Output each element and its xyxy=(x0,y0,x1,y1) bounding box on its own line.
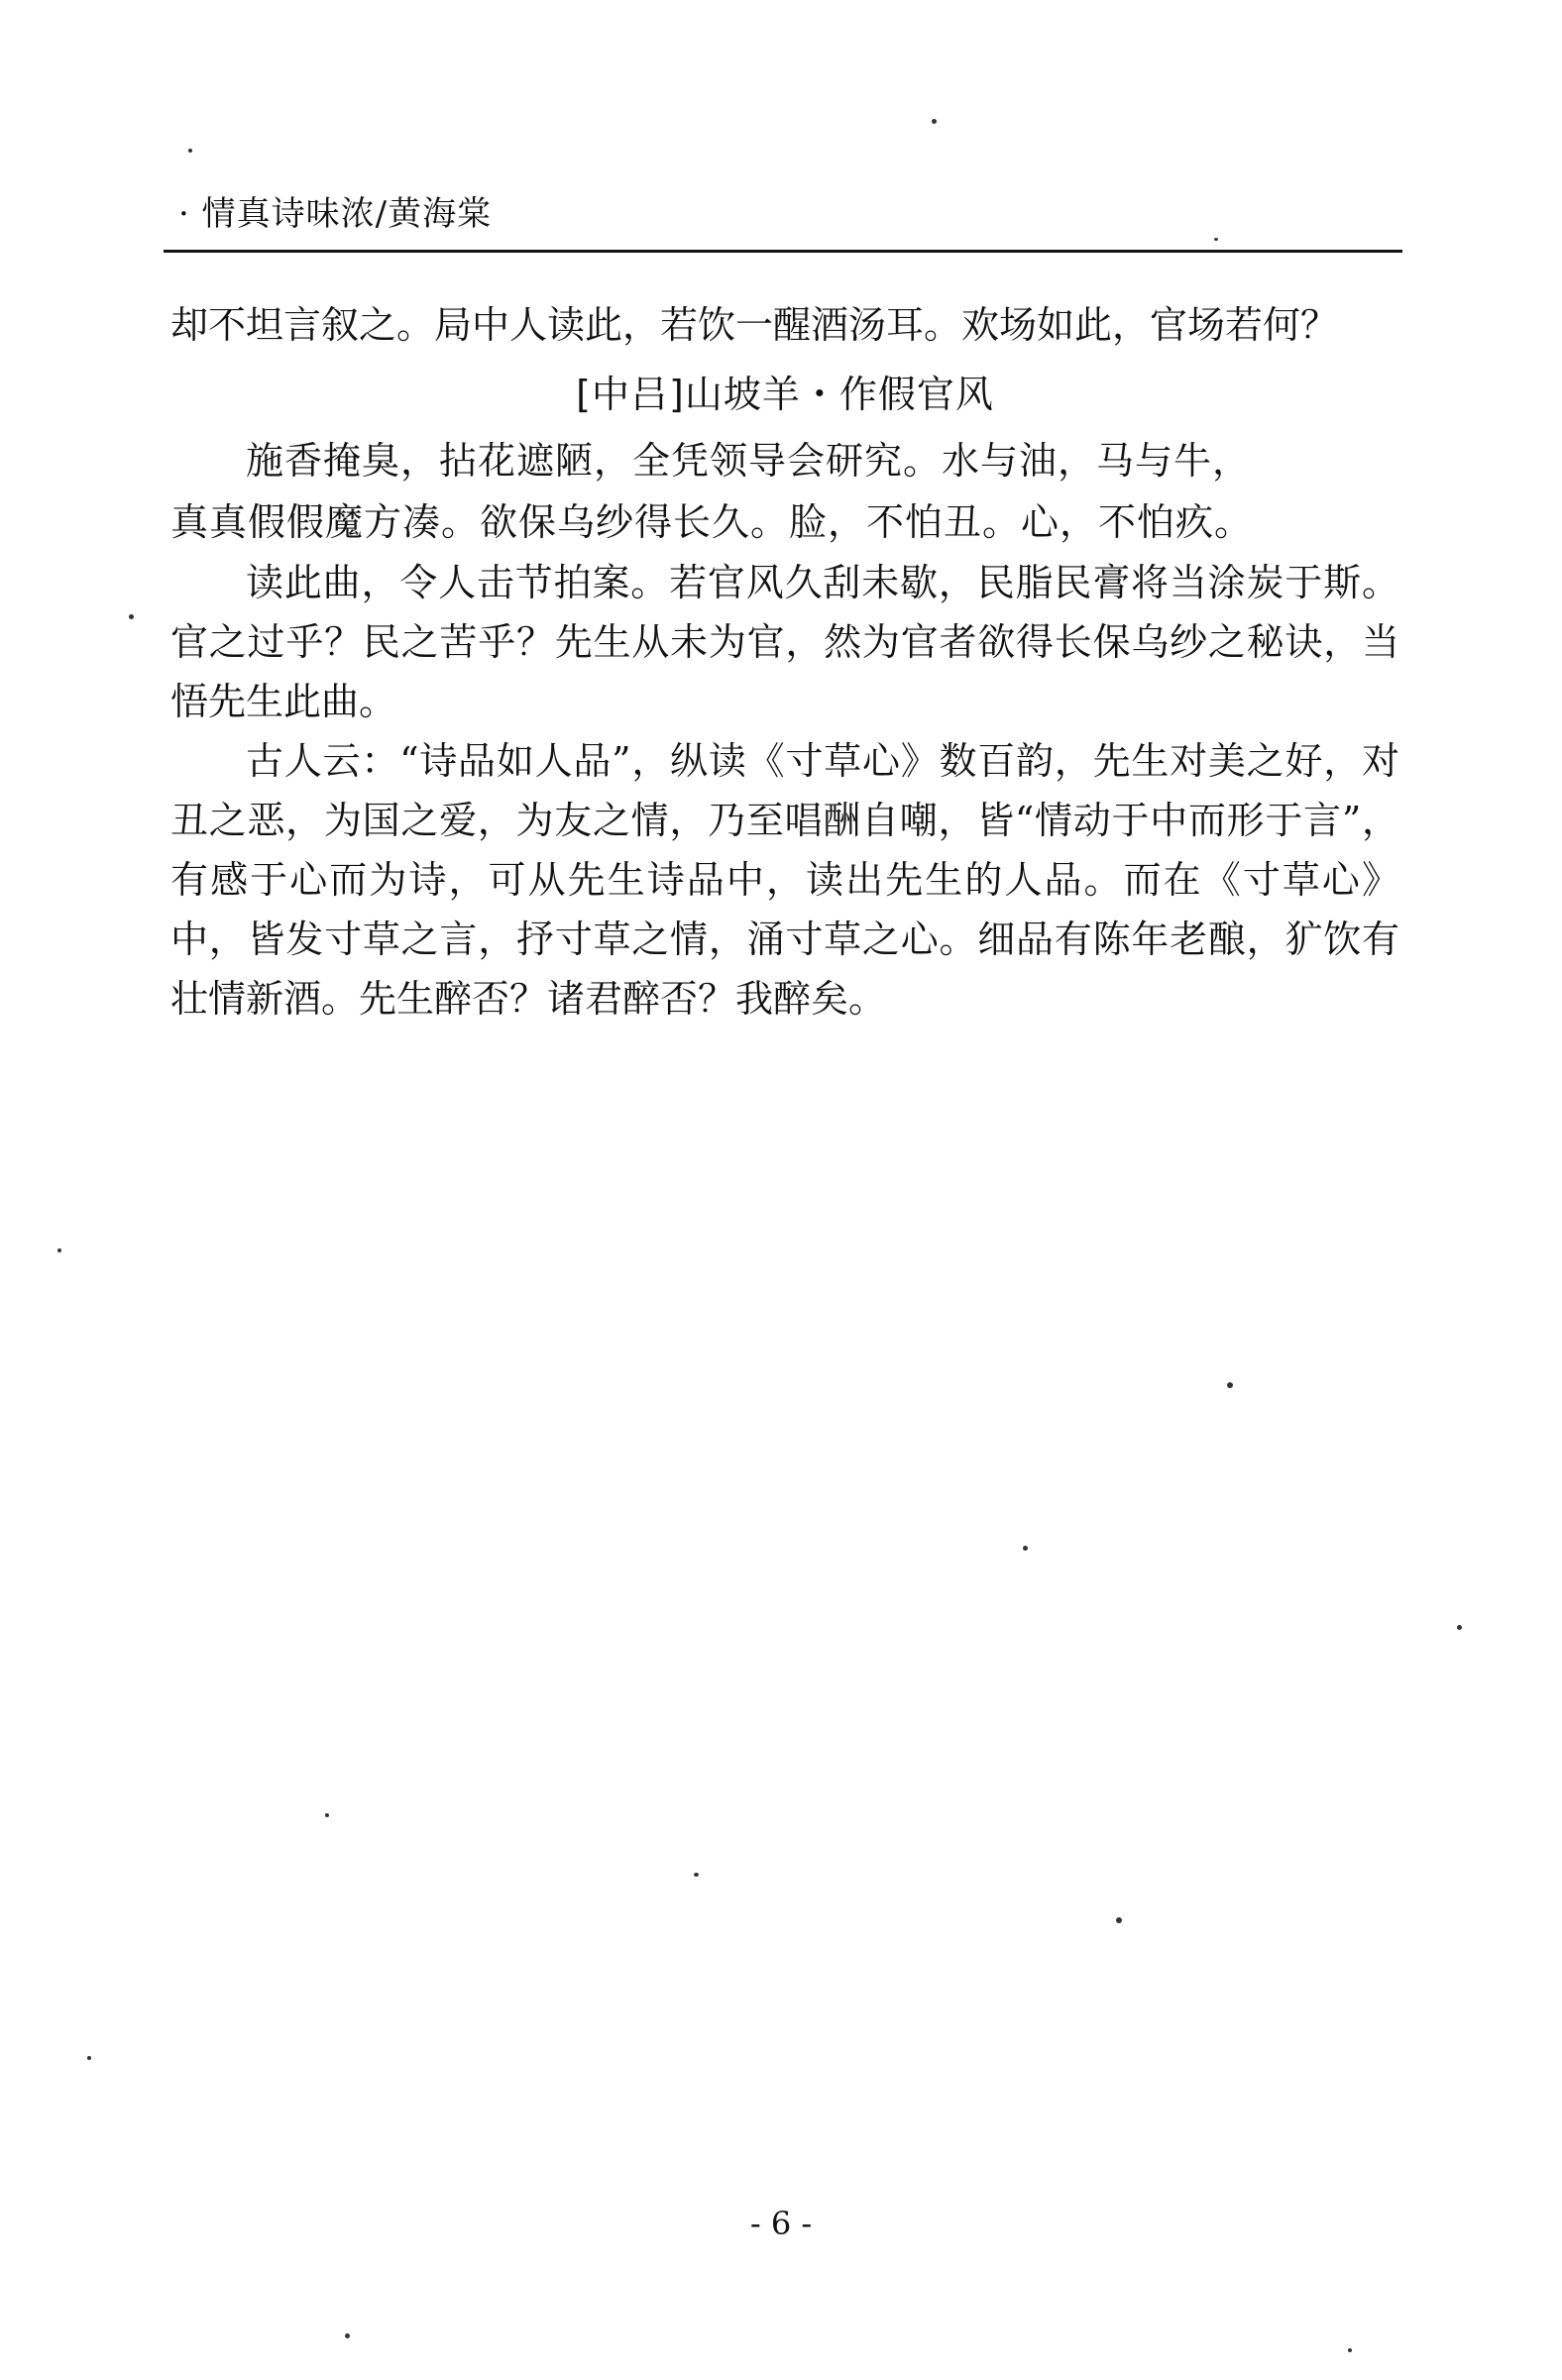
body-text xyxy=(170,295,1399,1028)
scan-speck xyxy=(188,149,192,153)
paragraph-conclusion: 古人云：“诗品如人品”，纵读《寸草心》数百韵，先生对美之好，对丑之恶，为国之爱，为友之情，乃至唱酬自嘲，皆“情动于中而形于言”，有感于心而为诗，可从先生诗品中，读出先生的人品。而在《寸草心》中，皆发寸草之言，抒寸草之情，涌寸草之心。细品有陈年老酿，犷饮有壮情新酒。先生醉否？诸君醉否？我醉矣。 xyxy=(170,739,1399,1021)
scan-speck xyxy=(1214,238,1218,241)
scan-speck xyxy=(1227,1382,1233,1388)
verse-line-2: 真真假假魔方凑。欲保乌纱得长久。脸，不怕丑。心，不怕疚。 xyxy=(170,500,1254,544)
scan-speck xyxy=(932,119,937,124)
scan-speck xyxy=(1348,2348,1352,2352)
scan-speck xyxy=(325,1813,329,1817)
header-rule xyxy=(164,250,1402,253)
verse-line-1: 施香掩臭，拈花遮陋，全凭领导会研究。水与油，马与牛， xyxy=(246,439,1252,483)
running-header: · 情真诗味浓/黄海棠 xyxy=(178,194,493,234)
scan-speck xyxy=(87,2056,91,2060)
verse-title: [中吕]山坡羊・作假官风 xyxy=(576,373,994,416)
scan-speck xyxy=(1023,1546,1028,1551)
scan-speck xyxy=(694,1873,699,1877)
scan-speck xyxy=(57,1248,61,1252)
scan-speck xyxy=(129,614,134,619)
scan-speck xyxy=(345,2333,350,2338)
scan-speck xyxy=(1116,1917,1122,1923)
paragraph-continuation: 却不坦言叙之。局中人读此，若饮一醒酒汤耳。欢场如此，官场若何？ xyxy=(170,303,1339,347)
scan-speck xyxy=(1457,1625,1462,1630)
page-number: - 6 - xyxy=(749,2205,813,2242)
paragraph-commentary: 读此曲，令人击节拍案。若官风久刮未歇，民脂民膏将当涂炭于斯。官之过乎？民之苦乎？先生从未为官，然为官者欲得长保乌纱之秘诀，当悟先生此曲。 xyxy=(170,561,1399,723)
